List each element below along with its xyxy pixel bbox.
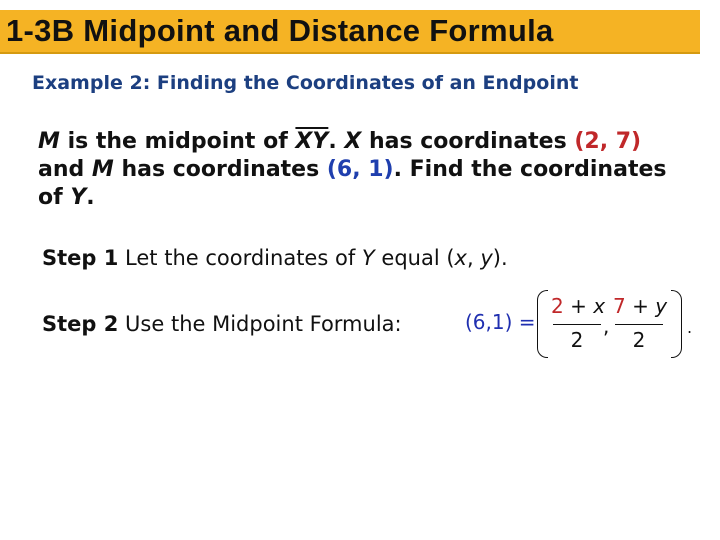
var-x: x bbox=[593, 294, 606, 318]
fraction-x-denominator: 2 bbox=[570, 328, 584, 352]
var-y: y bbox=[655, 294, 668, 318]
midpoint-label: M bbox=[91, 157, 114, 182]
problem-text: . bbox=[328, 129, 345, 154]
right-paren bbox=[671, 290, 682, 358]
num-value: 2 bbox=[551, 294, 564, 318]
formula-lhs: (6,1) = bbox=[465, 310, 536, 334]
step-1-text: ). bbox=[492, 246, 508, 270]
plus-sign: + bbox=[632, 294, 649, 318]
slide-title: 1-3B Midpoint and Distance Formula bbox=[6, 13, 554, 48]
step-1-label: Step 1 bbox=[42, 246, 119, 270]
fraction-bar bbox=[615, 324, 663, 325]
m-coordinates: (6, 1) bbox=[326, 157, 394, 182]
x-coordinates: (2, 7) bbox=[574, 129, 642, 154]
problem-text: and bbox=[38, 157, 92, 182]
step-1-var-y2: y bbox=[480, 246, 493, 270]
midpoint-label: M bbox=[38, 129, 60, 154]
step-1-sep: , bbox=[466, 246, 481, 270]
fraction-y-denominator: 2 bbox=[632, 328, 646, 352]
left-paren bbox=[537, 290, 548, 358]
problem-text: . Find the coordinates of bbox=[38, 157, 667, 210]
point-y-label: Y bbox=[70, 185, 87, 210]
midpoint-formula bbox=[465, 290, 705, 362]
problem-text: has coordinates bbox=[113, 157, 327, 182]
problem-statement bbox=[38, 128, 678, 212]
example-heading: Example 2: Finding the Coordinates of an Endpoint bbox=[32, 72, 579, 94]
step-1-var-x: x bbox=[454, 246, 467, 270]
step-1-text: equal ( bbox=[374, 246, 455, 270]
step-1-text: Let the coordinates of bbox=[118, 246, 362, 270]
problem-text: is the midpoint of bbox=[59, 129, 296, 154]
step-1-var-y: Y bbox=[361, 246, 375, 270]
num-value: 7 bbox=[613, 294, 626, 318]
formula-comma: , bbox=[603, 314, 610, 338]
step-2-text: Use the Midpoint Formula: bbox=[118, 312, 402, 336]
fraction-y-numerator bbox=[613, 294, 668, 318]
fraction-bar bbox=[553, 324, 601, 325]
title-bar bbox=[0, 10, 700, 54]
segment-label: $\overline{XY}$ bbox=[295, 129, 329, 154]
step-1 bbox=[42, 246, 508, 270]
plus-sign: + bbox=[570, 294, 587, 318]
problem-text: has coordinates bbox=[361, 129, 575, 154]
step-2-label: Step 2 bbox=[42, 312, 119, 336]
formula-period: . bbox=[687, 318, 693, 337]
problem-text: . bbox=[86, 185, 95, 210]
point-x-label: X bbox=[344, 129, 362, 154]
fraction-x-numerator bbox=[551, 294, 606, 318]
step-2 bbox=[42, 312, 402, 336]
